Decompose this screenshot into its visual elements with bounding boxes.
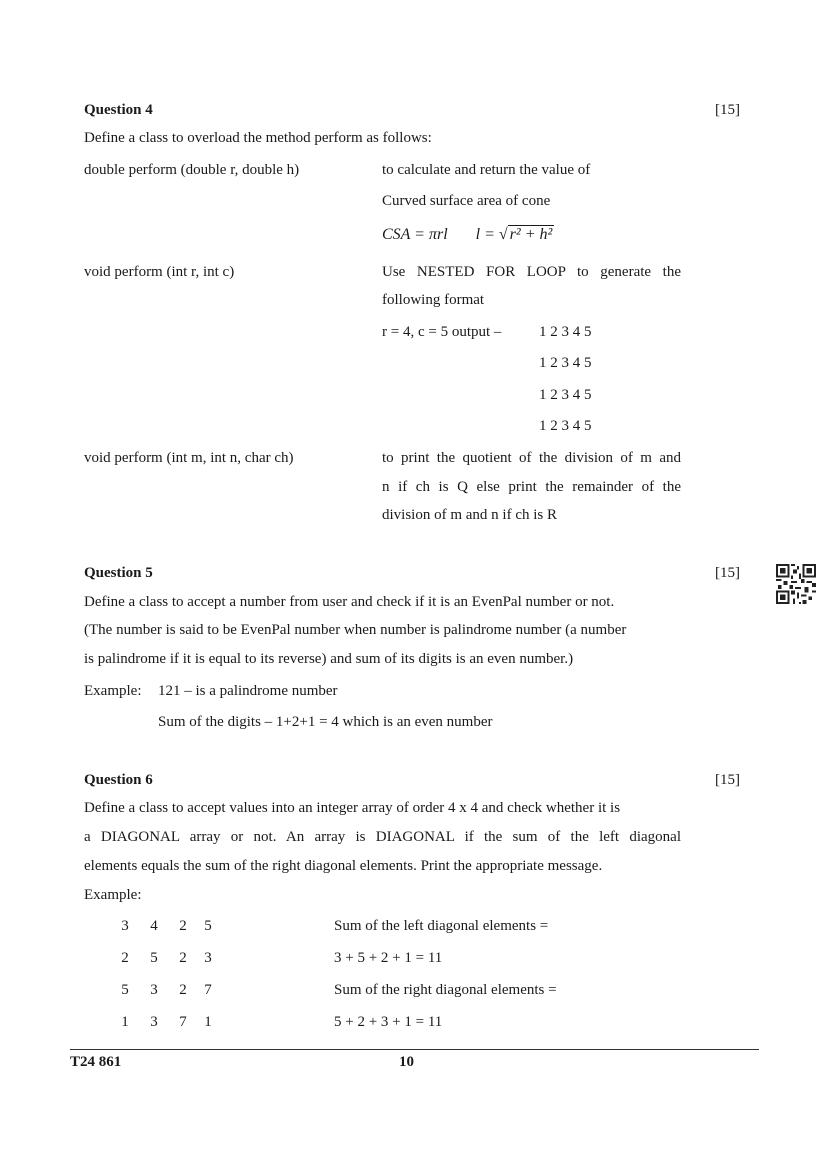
q4-method2-desc-line2: following format — [382, 292, 485, 308]
matrix-cell: 3 — [121, 918, 129, 934]
matrix-cell: 1 — [204, 1014, 212, 1030]
q5-example-line2: Sum of the digits – 1+2+1 = 4 which is an even number — [158, 714, 493, 730]
q5-title: Question 5 — [84, 565, 153, 581]
q4-method3-desc-line3: division of m and n if ch is R — [382, 507, 557, 523]
q5-line3: is palindrome if it is equal to its reverse) and sum of its digits is an even number.) — [84, 651, 574, 667]
q5-line1: Define a class to accept a number from user and check if it is an EvenPal number or not. — [84, 594, 615, 610]
q4-output-label: r = 4, c = 5 output – — [382, 324, 502, 340]
q6-line3: elements equals the sum of the right diagonal elements. Print the appropriate message. — [84, 858, 603, 874]
matrix-cell: 2 — [179, 918, 187, 934]
matrix-cell: 5 — [121, 982, 129, 998]
q6-example-label: Example: — [84, 887, 142, 903]
q4-method3-signature: void perform (int m, int n, char ch) — [84, 450, 294, 466]
q6-explain-line: Sum of the left diagonal elements = — [334, 918, 549, 934]
footer-code: T24 861 — [70, 1054, 122, 1070]
q4-intro: Define a class to overload the method perform as follows: — [84, 130, 432, 146]
matrix-cell: 2 — [179, 950, 187, 966]
q4-method1-desc-line1: to calculate and return the value of — [382, 162, 591, 178]
q5-example-line1: 121 – is a palindrome number — [158, 683, 338, 699]
q4-method3-desc-line2: n if ch is Q else print the remainder of the — [382, 479, 681, 495]
q4-output-row: 1 2 3 4 5 — [539, 355, 592, 371]
q6-explain-line: 5 + 2 + 3 + 1 = 11 — [334, 1014, 443, 1030]
matrix-cell: 4 — [150, 918, 158, 934]
q5-example-label: Example: — [84, 683, 142, 699]
q6-explain-line: Sum of the right diagonal elements = — [334, 982, 557, 998]
footer-divider — [70, 1049, 759, 1050]
q4-method1-signature: double perform (double r, double h) — [84, 162, 300, 178]
q6-line2: a DIAGONAL array or not. An array is DIAGONAL if the sum of the left diagonal — [84, 829, 681, 845]
q6-explain-line: 3 + 5 + 2 + 1 = 11 — [334, 950, 443, 966]
q4-formula-root: r² + h² — [509, 226, 553, 243]
qr-code-icon — [776, 564, 816, 604]
q5-marks: [15] — [715, 565, 740, 581]
matrix-cell: 5 — [204, 918, 212, 934]
matrix-cell: 7 — [179, 1014, 187, 1030]
q4-formula: CSA = πrl l = √ r² + h² — [382, 226, 553, 243]
q4-output-row: 1 2 3 4 5 — [539, 387, 592, 403]
q4-method2-desc-line1: Use NESTED FOR LOOP to generate the — [382, 264, 681, 280]
matrix-cell: 3 — [150, 982, 158, 998]
q6-marks: [15] — [715, 772, 740, 788]
q4-output-row: 1 2 3 4 5 — [539, 324, 592, 340]
matrix-cell: 1 — [121, 1014, 129, 1030]
q4-output-row: 1 2 3 4 5 — [539, 418, 592, 434]
q6-line1: Define a class to accept values into an integer array of order 4 x 4 and check whether it is — [84, 800, 621, 816]
matrix-cell: 3 — [204, 950, 212, 966]
matrix-cell: 7 — [204, 982, 212, 998]
q4-formula-csa: CSA = πrl — [382, 226, 448, 243]
matrix-cell: 3 — [150, 1014, 158, 1030]
q6-title: Question 6 — [84, 772, 153, 788]
q4-title: Question 4 — [84, 102, 153, 118]
q5-line2: (The number is said to be EvenPal number when number is palindrome number (a number — [84, 622, 627, 638]
q4-marks: [15] — [715, 102, 740, 118]
q4-method3-desc-line1: to print the quotient of the division of m and — [382, 450, 681, 466]
page-number: 10 — [399, 1054, 414, 1070]
q4-formula-l: l = — [475, 226, 495, 243]
matrix-cell: 5 — [150, 950, 158, 966]
q4-method1-desc-line2: Curved surface area of cone — [382, 193, 551, 209]
matrix-cell: 2 — [121, 950, 129, 966]
matrix-cell: 2 — [179, 982, 187, 998]
q4-method2-signature: void perform (int r, int c) — [84, 264, 235, 280]
